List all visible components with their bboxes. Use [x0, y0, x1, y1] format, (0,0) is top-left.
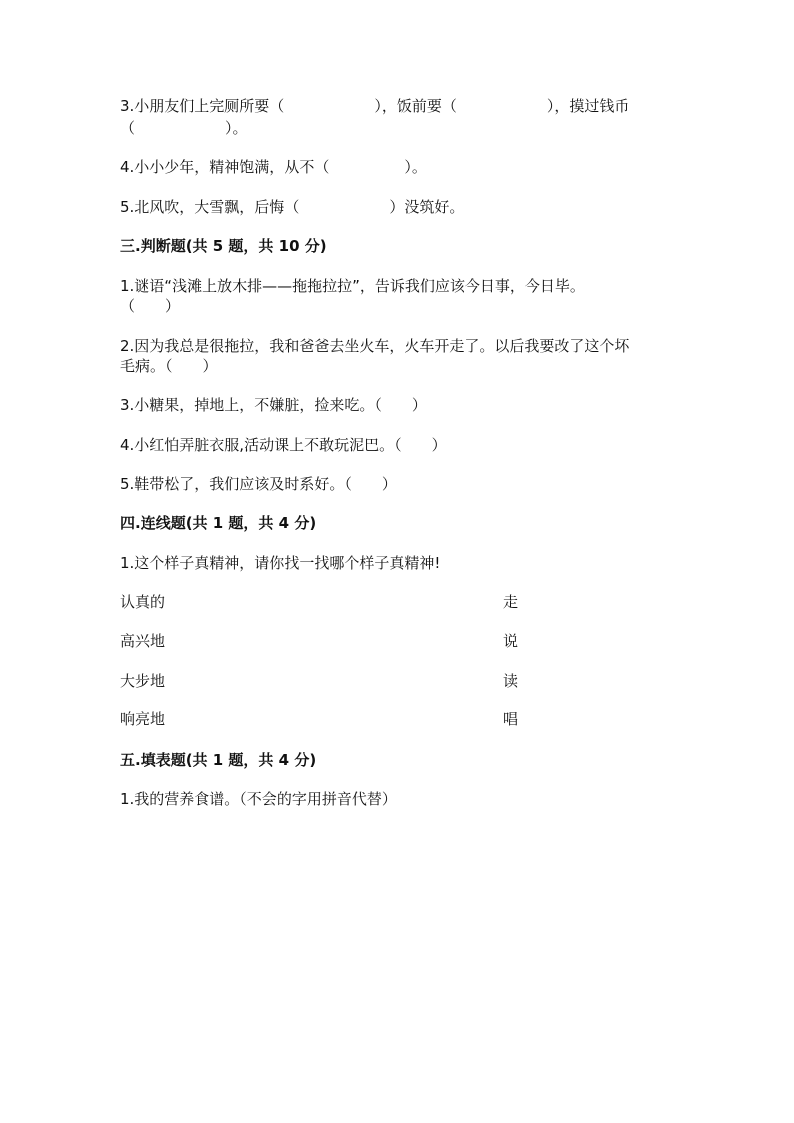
match-right-item: 读 — [503, 672, 519, 690]
match-left-item: 认真的 — [120, 593, 166, 611]
judge-question-2-line-2: 毛病。（ ） — [120, 357, 218, 375]
match-left-item: 高兴地 — [120, 632, 166, 650]
judge-question-2-line-1: 2.因为我总是很拖拉，我和爸爸去坐火车，火车开走了。以后我要改了这个坏 — [120, 337, 630, 355]
fill-question-4: 4.小小少年，精神饱满，从不（ ）。 — [120, 158, 427, 176]
judge-question-3: 3.小糖果，掉地上，不嫌脏，捡来吃。（ ） — [120, 396, 427, 414]
table-question: 1.我的营养食谱。（不会的字用拼音代替） — [120, 790, 397, 808]
fill-question-5: 5.北风吹，大雪飘，后悔（ ）没筑好。 — [120, 198, 465, 216]
match-right-item: 唱 — [503, 710, 519, 728]
table-section-heading: 五.填表题(共 1 题，共 4 分) — [120, 751, 317, 769]
judge-question-4: 4.小红怕弄脏衣服,活动课上不敢玩泥巴。（ ） — [120, 436, 447, 454]
match-left-item: 响亮地 — [120, 710, 166, 728]
match-section-heading: 四.连线题(共 1 题，共 4 分) — [120, 514, 317, 532]
fill-question-3-line-2: （ ）。 — [120, 119, 248, 137]
judge-question-1-line-1: 1.谜语“浅滩上放木排——拖拖拉拉”，告诉我们应该今日事，今日毕。 — [120, 277, 585, 295]
judge-question-5: 5.鞋带松了，我们应该及时系好。（ ） — [120, 475, 397, 493]
match-question: 1.这个样子真精神，请你找一找哪个样子真精神! — [120, 554, 441, 572]
match-left-item: 大步地 — [120, 672, 166, 690]
judge-question-1-line-2: （ ） — [120, 297, 181, 315]
judge-section-heading: 三.判断题(共 5 题，共 10 分) — [120, 237, 327, 255]
fill-question-3-line-1: 3.小朋友们上完厕所要（ ），饭前要（ ），摸过钱币 — [120, 97, 630, 115]
match-right-item: 说 — [503, 632, 519, 650]
match-right-item: 走 — [503, 593, 519, 611]
